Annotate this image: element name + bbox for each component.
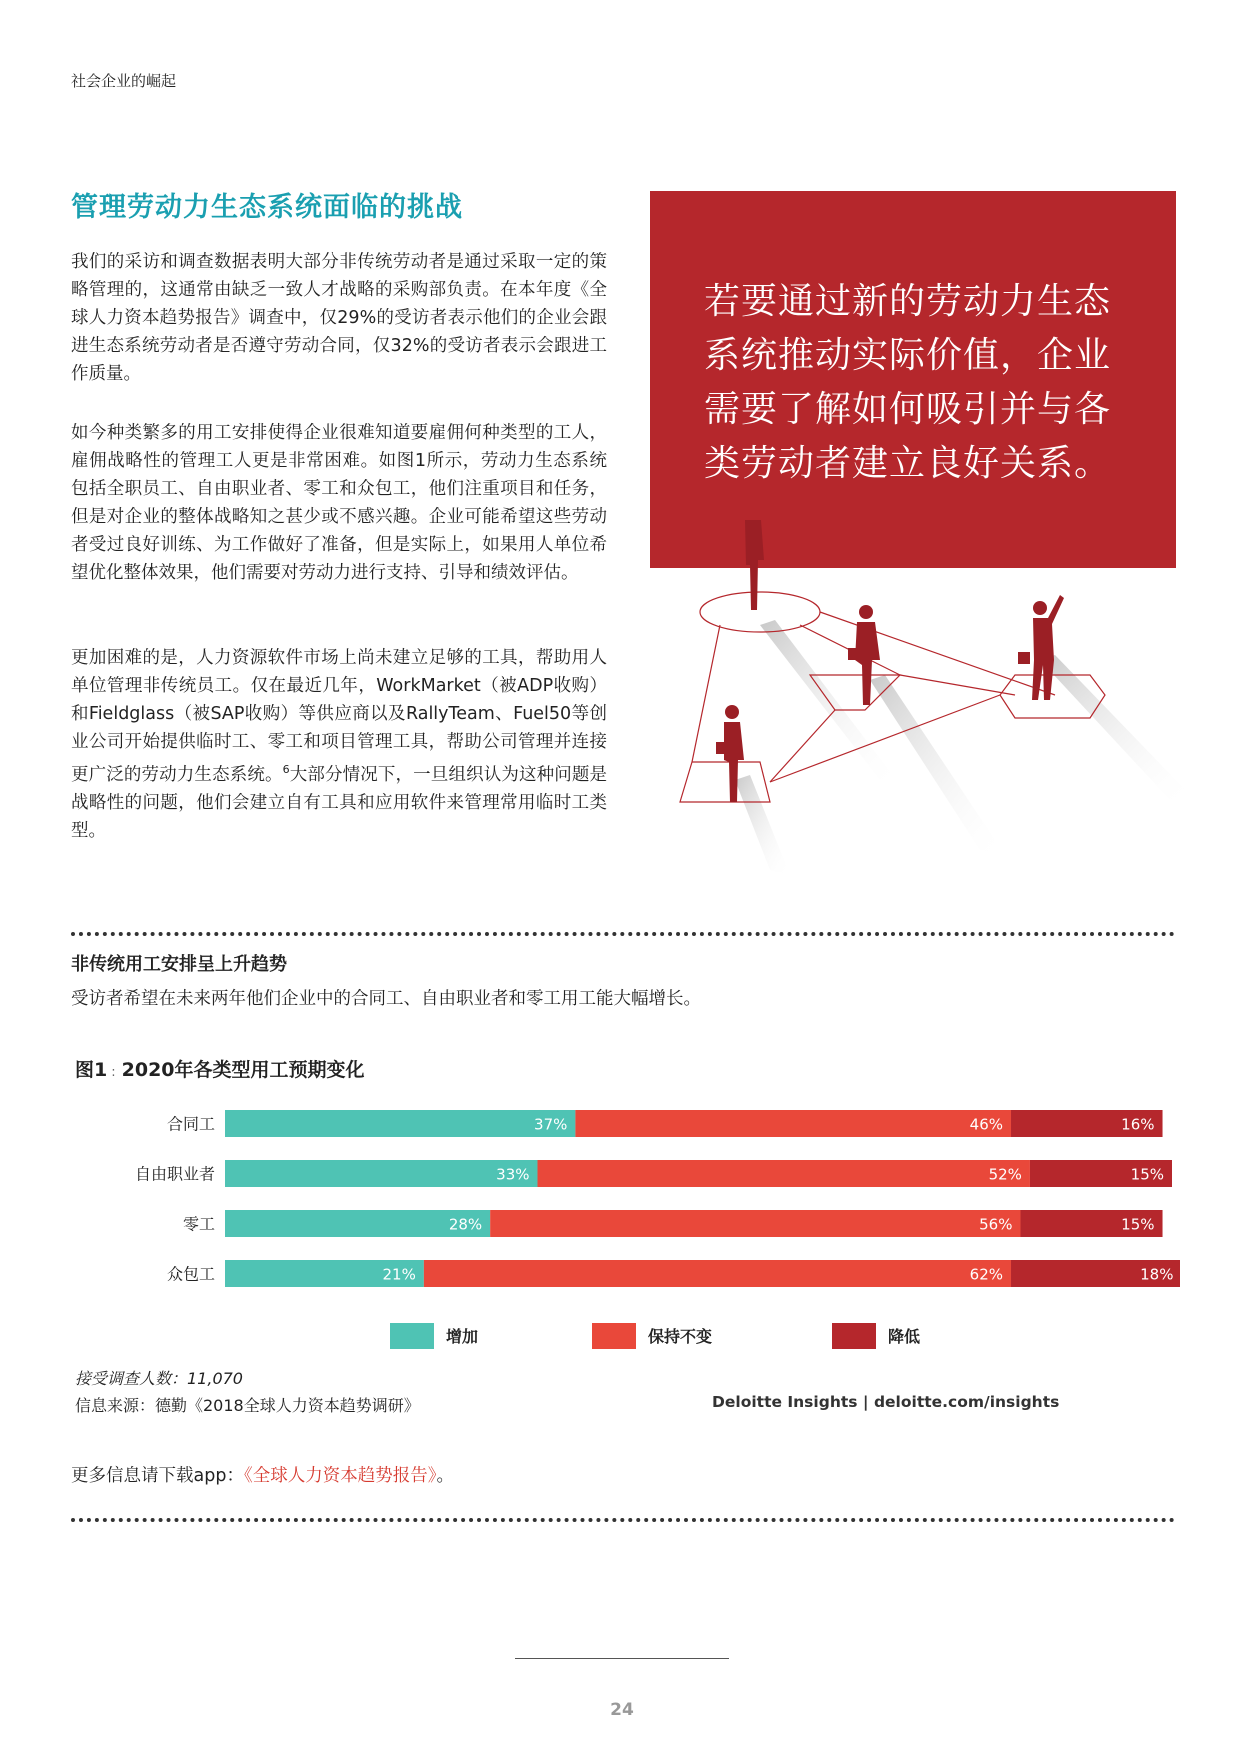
bar-segment: [575, 1110, 1011, 1137]
publisher-credit: Deloitte Insights | deloitte.com/insights: [712, 1393, 1060, 1411]
pull-quote-box: [650, 191, 1176, 568]
paragraph-3-tail: 大部分情况下，一旦组织认为这种问题是战略性的问题，他们会建立自有工具和应用软件来管理常用临时工类型。: [71, 764, 608, 841]
section-divider-bottom: [71, 1518, 1175, 1522]
trend-title: 非传统用工安排呈上升趋势: [71, 954, 287, 975]
shadow-shape: [1040, 655, 1195, 800]
data-label: 28%: [448, 1215, 483, 1234]
data-label: 16%: [1121, 1115, 1155, 1134]
data-label: 46%: [969, 1115, 1004, 1134]
more-info-prefix: 更多信息请下载app：: [71, 1466, 244, 1486]
data-label: 18%: [1140, 1265, 1174, 1284]
bar-segment: [225, 1110, 575, 1137]
workforce-network-illustration: [650, 520, 1210, 880]
bar-segment: [538, 1160, 1030, 1187]
paragraph-3-main: 更加困难的是，人力资源软件市场上尚未建立足够的工具，帮助用人单位管理非传统员工。仅在最近几年，WorkMarket（被ADP收购）和Fieldglass（被SAP收购）等供应商以及RallyTeam、Fuel50等创业公司开始提供临时工、零工和项目管理工具，帮助公司管理并连接更广泛的劳动力生态系统。: [71, 648, 607, 785]
person-figure: [745, 520, 764, 610]
legend-swatch: [390, 1323, 434, 1349]
category-label: 合同工: [166, 1114, 215, 1134]
footer-rule: [515, 1658, 729, 1659]
page-number: 24: [610, 1700, 634, 1720]
body-paragraph-1: 我们的采访和调查数据表明大部分非传统劳动者是通过采取一定的策略管理的，这通常由缺乏一致人才战略的采购部负责。在本年度《全球人力资本趋势报告》调查中，仅29%的受访者表示他们的企业会跟进生态系统劳动者是否遵守劳动合同，仅32%的受访者表示会跟进工作质量。: [71, 252, 607, 384]
category-label: 自由职业者: [134, 1164, 215, 1184]
footnote-ref: 6: [282, 763, 290, 776]
report-link[interactable]: 《全球人力资本趋势报告》: [243, 1466, 437, 1486]
legend-label: 增加: [446, 1327, 479, 1346]
data-label: 52%: [988, 1165, 1022, 1184]
data-label: 62%: [969, 1265, 1004, 1284]
body-paragraph-2: 如今种类繁多的用工安排使得企业很难知道要雇佣何种类型的工人，雇佣战略性的管理工人更是非常困难。如图1所示，劳动力生态系统包括全职员工、自由职业者、零工和众包工，他们注重项目和任务，但是对企业的整体战略知之甚少或不感兴趣。企业可能希望这些劳动者受过良好训练、为工作做好了准备，但是实际上，如果用人单位希望优化整体效果，他们需要对劳动力进行支持、引导和绩效评估。: [71, 423, 607, 583]
category-label: 众包工: [166, 1264, 215, 1284]
category-label: 零工: [182, 1214, 215, 1234]
bar-segment: [490, 1210, 1020, 1237]
network-line: [692, 625, 720, 762]
bar-segment: [225, 1160, 538, 1187]
shadow-shape: [870, 675, 1005, 855]
legend-swatch: [592, 1323, 636, 1349]
source-note: 信息来源：德勤《2018全球人力资本趋势调研》: [75, 1396, 420, 1415]
figure-separator: :: [111, 1065, 116, 1080]
sample-size-note: 接受调查人数：11,070: [75, 1369, 243, 1388]
body-paragraph-3: [71, 644, 607, 845]
running-header: 社会企业的崛起: [71, 72, 177, 90]
more-info-line: [71, 1462, 454, 1487]
data-label: 15%: [1130, 1165, 1164, 1184]
data-label: 33%: [496, 1165, 530, 1184]
figure-caption: 2020年各类型用工预期变化: [121, 1059, 365, 1081]
data-label: 15%: [1121, 1215, 1155, 1234]
section-divider-top: [71, 932, 1175, 936]
data-label: 21%: [382, 1265, 416, 1284]
section-title: 管理劳动力生态系统面临的挑战: [71, 192, 463, 223]
legend-swatch: [832, 1323, 876, 1349]
shadow-shape: [735, 775, 790, 875]
data-label: 37%: [534, 1115, 568, 1134]
more-info-suffix: 。: [436, 1466, 454, 1486]
figure-title: [75, 1055, 365, 1082]
data-label: 56%: [979, 1215, 1013, 1234]
pull-quote-text: 若要通过新的劳动力生态系统推动实际价值，企业需要了解如何吸引并与各类劳动者建立良好关系。: [704, 281, 1112, 484]
network-line: [900, 675, 1015, 695]
network-line: [770, 710, 835, 782]
legend-label: 保持不变: [648, 1327, 713, 1346]
stacked-bar-chart: [110, 1100, 1180, 1360]
trend-description: 受访者希望在未来两年他们企业中的合同工、自由职业者和零工用工能大幅增长。: [71, 989, 701, 1009]
figure-label: 图1: [75, 1059, 108, 1081]
legend-label: 降低: [888, 1327, 921, 1346]
bar-segment: [424, 1260, 1011, 1287]
person-figure: [848, 605, 880, 705]
